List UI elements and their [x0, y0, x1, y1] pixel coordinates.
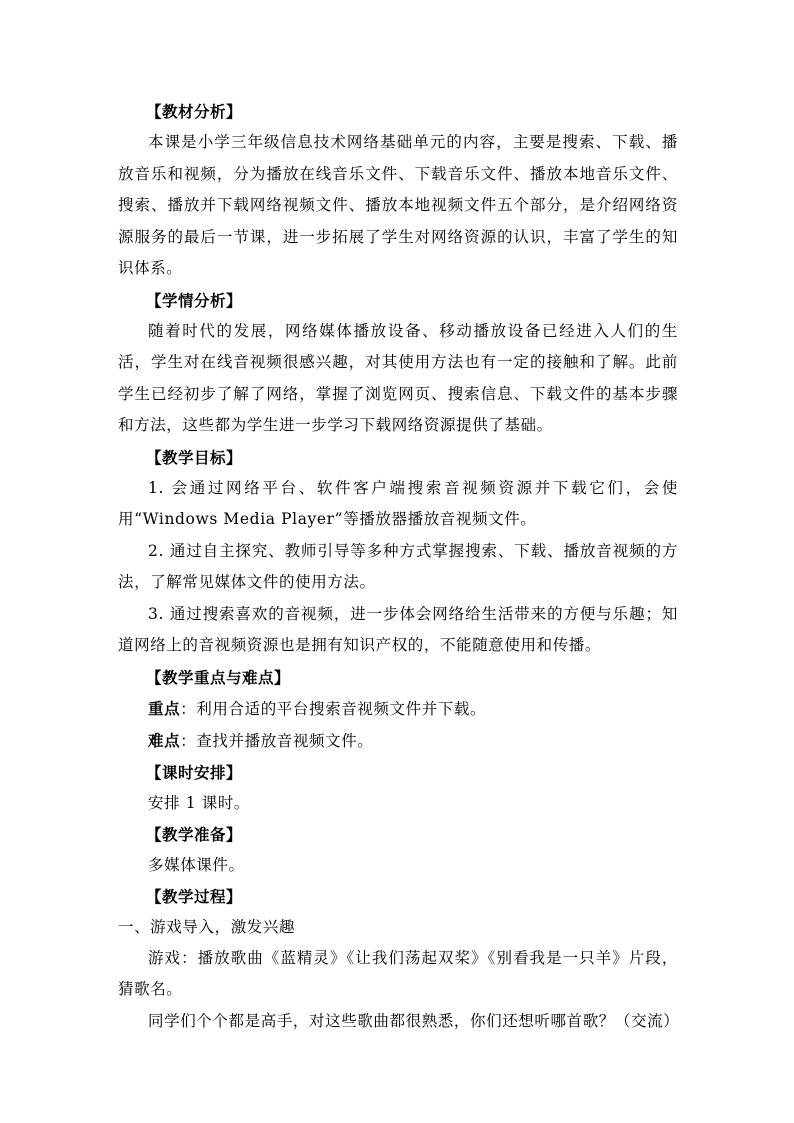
paragraph-material-analysis: 本课是小学三年级信息技术网络基础单元的内容，主要是搜索、下载、播放音乐和视频，分为播放在线音乐文件、下载音乐文件、播放本地音乐文件、搜索、播放并下载网络视频文件、播放本地视频文件五个部分，是介绍网络资源服务的最后一节课，进一步拓展了学生对网络资源的认识，丰富了学生的知识体系。 [118, 133, 678, 277]
section-heading-learner-analysis: 【学情分析】 [146, 290, 243, 310]
process-step-1-game: 游戏：播放歌曲《蓝精灵》《让我们荡起双桨》《别看我是一只羊》片段，猜歌名。 [118, 948, 678, 998]
difficulty-label: 难点 [148, 730, 181, 750]
document-page [118, 96, 678, 1037]
section-heading-preparation: 【教学准备】 [146, 824, 243, 844]
paragraph-preparation: 多媒体课件。 [148, 855, 245, 874]
paragraph-schedule: 安排 1 课时。 [148, 793, 251, 812]
process-step-1-talk: 同学们个个都是高手，对这些歌曲都很熟悉，你们还想听哪首歌？（交流） [148, 1011, 680, 1030]
section-heading-goals: 【教学目标】 [146, 447, 243, 467]
section-heading-material-analysis: 【教材分析】 [146, 102, 243, 121]
goal-item-3: 3. 通过搜索喜欢的音视频，进一步体会网络给生活带来的方便与乐趣；知道网络上的音视频资源也是拥有知识产权的，不能随意使用和传播。 [118, 604, 678, 654]
focus-label: 重点 [148, 698, 181, 718]
key-point-difficulty [118, 725, 678, 757]
process-step-1-title: 一、游戏导入，激发兴趣 [118, 917, 296, 936]
focus-text: ：利用合适的平台搜索音视频文件并下载。 [180, 699, 487, 718]
paragraph-learner-analysis: 随着时代的发展，网络媒体播放设备、移动播放设备已经进入人们的生活，学生对在线音视频很感兴趣，对其使用方法也有一定的接触和了解。此前学生已经初步了解了网络，掌握了浏览网页、搜索信息、下载文件的基本步骤和方法，这些都为学生进一步学习下载网络资源提供了基础。 [118, 321, 678, 434]
section-heading-schedule: 【课时安排】 [146, 762, 243, 782]
section-heading-key-points: 【教学重点与难点】 [146, 667, 291, 687]
goal-item-1: 1. 会通过网络平台、软件客户端搜索音视频资源并下载它们，会使用“Windows Media Player”等播放器播放音视频文件。 [118, 478, 678, 528]
difficulty-text: ：查找并播放音视频文件。 [180, 731, 374, 750]
key-point-focus [118, 693, 678, 725]
section-heading-process: 【教学过程】 [146, 886, 243, 906]
goal-item-2: 2. 通过自主探究、教师引导等多种方式掌握搜索、下载、播放音视频的方法，了解常见媒体文件的使用方法。 [118, 541, 678, 591]
